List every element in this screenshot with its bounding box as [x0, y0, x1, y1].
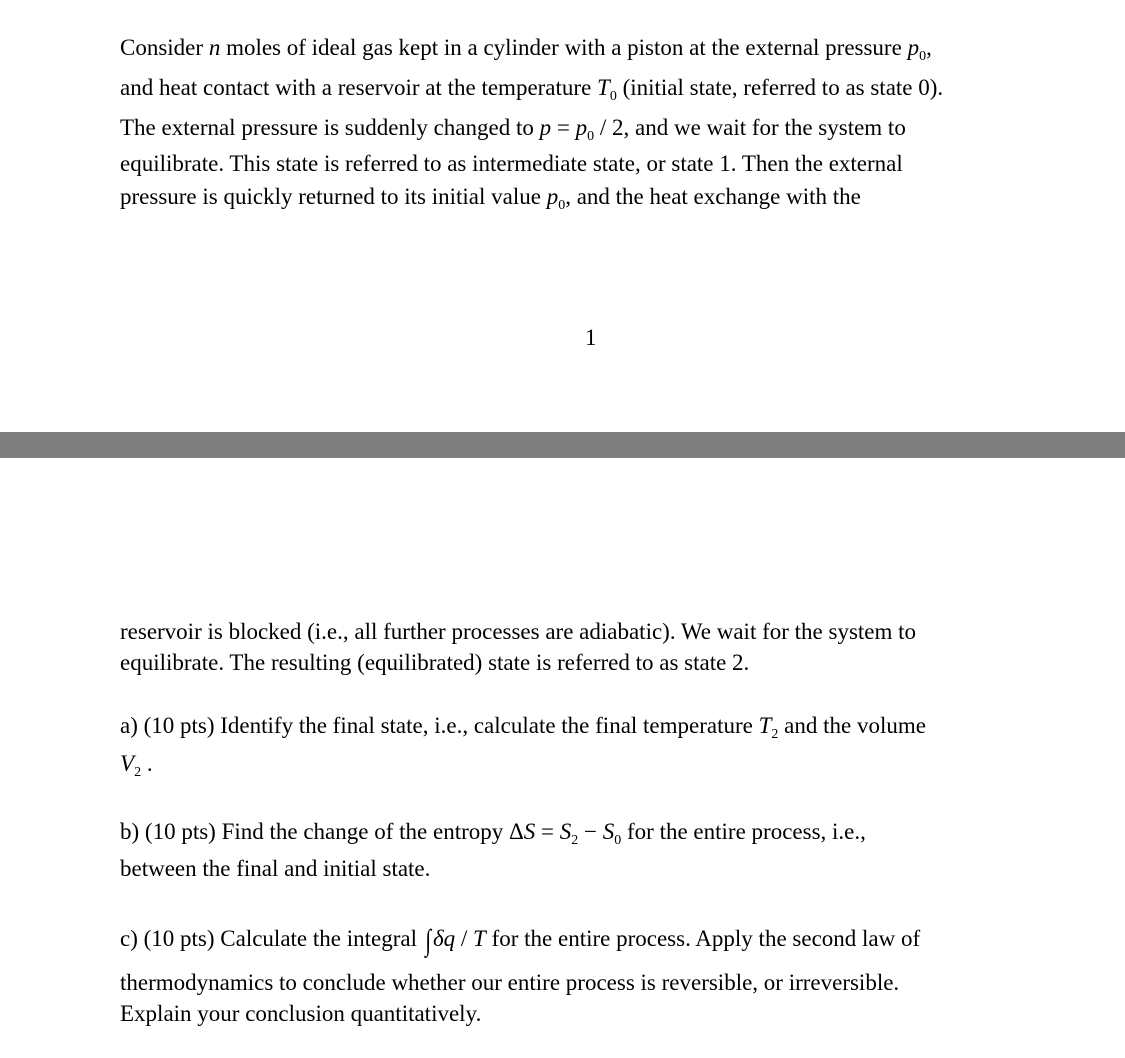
paragraph-line-5: pressure is quickly returned to its initial value $p_0$, and the heat exchange with the	[120, 184, 861, 213]
paragraph-line-1: Consider n moles of ideal gas kept in a cylinder with a piston at the external pressure $p_0$,	[120, 35, 932, 64]
integral-symbol: ∫	[424, 924, 431, 957]
question-c-line-3: Explain your conclusion quantitatively.	[120, 1001, 482, 1026]
question-a-line-1: a) (10 pts) Identify the final state, i.e., calculate the final temperature $T_2$ and the volume	[120, 713, 926, 742]
question-c-line-1: c) (10 pts) Calculate the integral ∫δq / T for the entire process. Apply the second law of	[120, 924, 921, 957]
paragraph-continued-line-1: reservoir is blocked (i.e., all further processes are adiabatic). We wait for the system to	[120, 619, 917, 644]
paragraph-line-3: The external pressure is suddenly changed to $p = p_0 / 2$, and we wait for the system to	[120, 115, 906, 144]
question-a-line-2: $V_2$ .	[120, 751, 153, 780]
question-c-line-2: thermodynamics to conclude whether our entire process is reversible, or irreversible.	[120, 970, 900, 995]
paragraph-continued-line-2: equilibrate. The resulting (equilibrated) state is referred to as state 2.	[120, 650, 750, 675]
question-b-line-2: between the final and initial state.	[120, 856, 431, 881]
paragraph-line-2: and heat contact with a reservoir at the temperature $T_0$ (initial state, referred to as state 0).	[120, 75, 944, 104]
page-number: 1	[585, 325, 597, 350]
page-divider	[0, 432, 1125, 458]
question-b-line-1: b) (10 pts) Find the change of the entropy $\Delta S = S_2 - S_0$ for the entire process, i.e.,	[120, 819, 866, 848]
paragraph-line-4: equilibrate. This state is referred to as intermediate state, or state 1. Then the external	[120, 151, 903, 176]
